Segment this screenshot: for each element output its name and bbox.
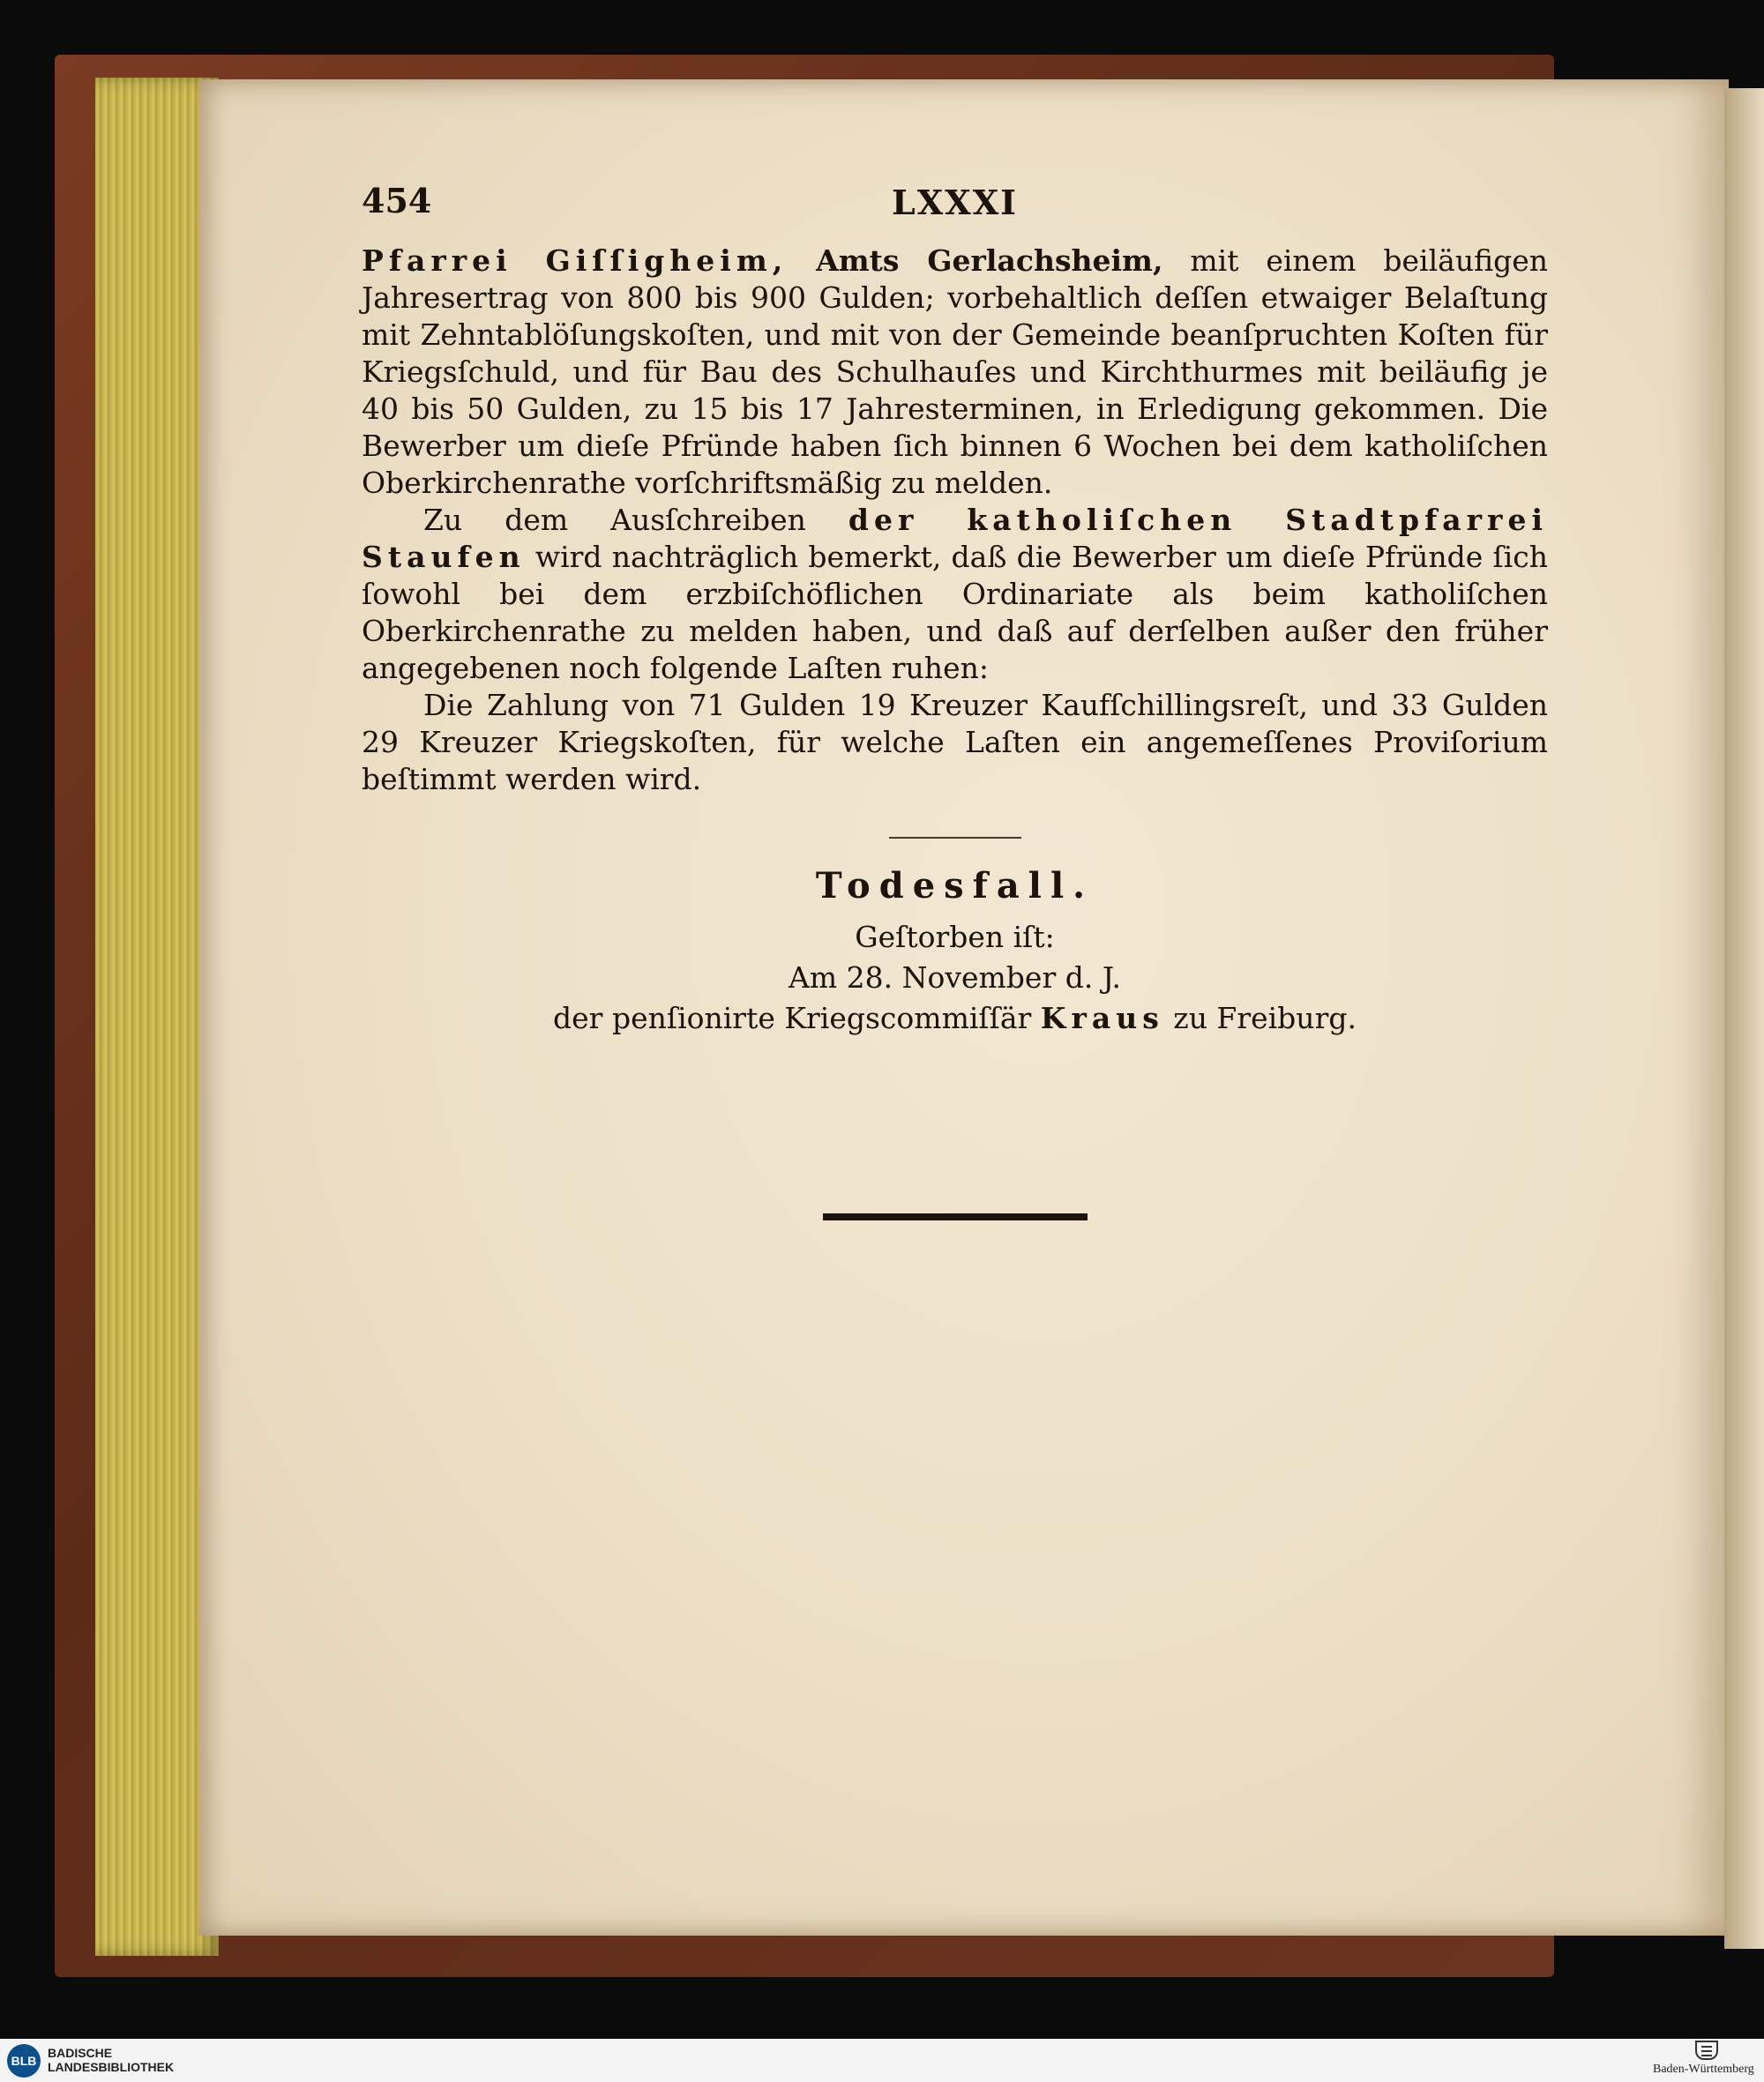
parish-staufen: der katholiſchen Stadtpfarrei Staufen	[362, 503, 1548, 574]
library-name	[48, 2046, 174, 2074]
paragraph-staufen-note	[362, 502, 1548, 687]
end-rule	[823, 1213, 1088, 1220]
section-divider	[889, 837, 1021, 839]
paragraph-body: wird nachträglich bemerkt, daß die Bewerber um dieſe Pfründe ſich ſowohl bei dem erzbiſchöflichen Ordinariate als beim katholiſchen Oberkirchenrathe zu melden haben, und daß auf derſelben außer den früher angegebenen noch folgende Laſten ruhen:	[362, 540, 1548, 685]
page-number: 454	[362, 181, 432, 220]
death-date: Am 28. November d. J.	[789, 960, 1121, 995]
page-header	[362, 181, 1548, 243]
district-name: Amts Gerlachsheim,	[788, 243, 1163, 278]
paragraph-body: mit einem beiläufigen Jahresertrag von 800 bis 900 Gulden; vorbehaltlich deſſen etwaiger Belaſtung mit Zehntablöſungskoſten, und mit von der Gemeinde beanſpruchten Koſten für Kriegsſchuld, und für Bau des Schulhauſes und Kirchthurmes mit beiläufig je 40 bis 50 Gulden, zu 15 bis 17 Jahresterminen, in Erledigung gekommen. Die Bewerber um dieſe Pfründe haben ſich binnen 6 Wochen bei dem katholiſchen Oberkirchenrathe vorſchriftsmäßig zu melden.	[362, 243, 1548, 500]
header-numeral: LXXXI	[892, 183, 1018, 222]
paragraph-payment	[362, 687, 1548, 798]
paragraph-body: Die Zahlung von 71 Gulden 19 Kreuzer Kaufſchillingsreſt, und 33 Gulden 29 Kreuzer Kriegskoſten, für welche Laſten ein angemeſſenes Proviſorium beſtimmt werden wird.	[362, 688, 1548, 796]
coat-of-arms-icon[interactable]	[1695, 2041, 1718, 2060]
person-title: der penſionirte Kriegscommiſſär	[553, 1001, 1041, 1035]
section-title: Todesfall.	[815, 865, 1095, 907]
state-name: Baden-Württemberg	[1653, 2063, 1754, 2076]
footer-bar	[0, 2039, 1764, 2082]
death-person	[362, 998, 1548, 1039]
library-name-line2: LANDESBIBLIOTHEK	[48, 2060, 175, 2074]
person-name: Kraus	[1040, 1001, 1164, 1035]
paragraph-lead: Zu dem Ausſchreiben	[423, 503, 848, 537]
death-subtitle: Geſtorben iſt:	[855, 920, 1055, 954]
page-text	[362, 181, 1548, 1220]
blb-logo-icon[interactable]: BLB	[7, 2044, 41, 2078]
library-name-line1: BADISCHE	[48, 2046, 113, 2060]
facing-page-edge	[1724, 88, 1764, 1949]
person-place: zu Freiburg.	[1163, 1001, 1357, 1035]
parish-name: Pfarrei Giſſigheim,	[362, 243, 789, 278]
paragraph-parish-vacancy	[362, 243, 1548, 502]
